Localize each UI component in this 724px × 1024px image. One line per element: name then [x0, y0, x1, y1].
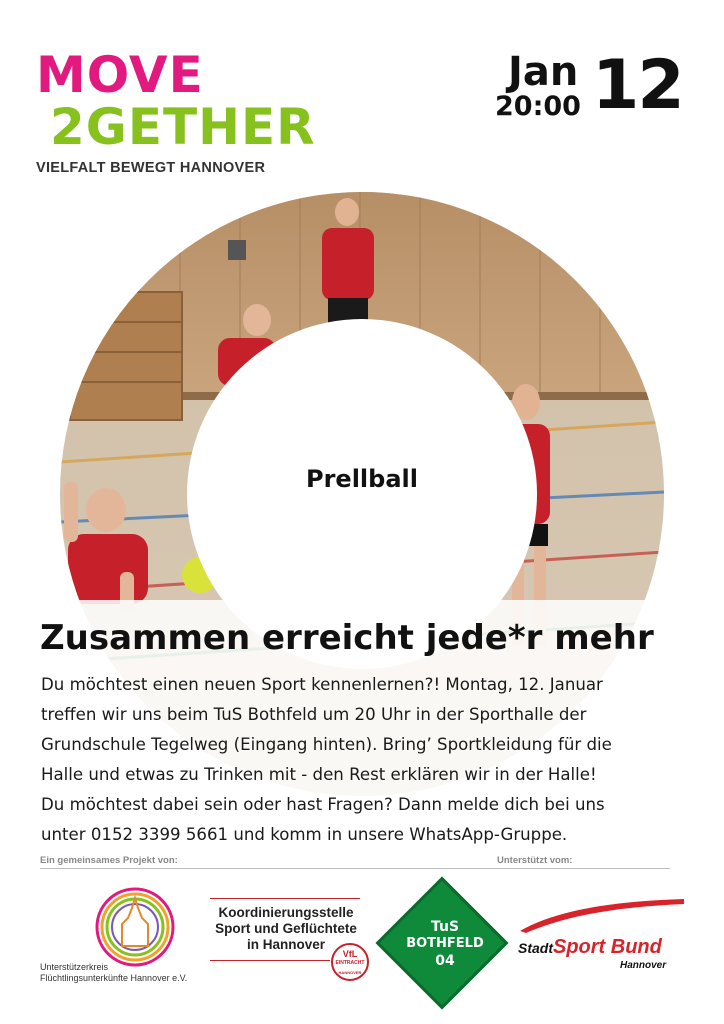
sponsor-name	[518, 936, 662, 959]
description-line: treffen wir uns beim TuS Bothfeld um 20 Uhr in der Sporthalle der	[41, 705, 587, 724]
description-line: Du möchtest dabei sein oder hast Fragen? Dann melde dich bei uns	[41, 795, 605, 814]
date-day: 12	[592, 46, 683, 125]
date-month: Jan	[508, 49, 579, 95]
swoosh-icon	[518, 895, 688, 935]
partner1-line2: Flüchtlingsunterkünfte Hannover e.V.	[40, 973, 188, 983]
vfl-badge-line1: VfL	[342, 949, 358, 959]
sponsor-word1: Stadt	[518, 940, 553, 956]
project-label: Ein gemeinsames Projekt von:	[40, 855, 178, 866]
footer-divider	[40, 868, 670, 869]
koord-line1: Koordinierungsstelle	[218, 905, 354, 920]
logo-2gether: 2GETHER	[50, 98, 316, 156]
logo-move: MOVE	[36, 46, 204, 104]
tus-logo-text	[385, 918, 505, 970]
sponsor-city: Hannover	[620, 960, 667, 971]
vfl-badge-icon	[331, 943, 369, 981]
support-label: Unterstützt vom:	[497, 855, 573, 866]
vfl-badge-line2: EINTRACHT	[335, 960, 365, 966]
description-line: Halle und etwas zu Trinken mit - den Rest erklären wir in der Halle!	[41, 765, 597, 784]
sponsor-word2: Sport Bund	[553, 936, 662, 958]
description-line: Grundschule Tegelweg (Eingang hinten). Bring’ Sportkleidung für die	[41, 735, 612, 754]
description-line: Du möchtest einen neuen Sport kennenlernen?! Montag, 12. Januar	[41, 675, 603, 694]
partner1-line1: Unterstützerkreis	[40, 962, 109, 972]
description	[41, 670, 691, 850]
description-line: unter 0152 3399 5661 und komm in unsere WhatsApp-Gruppe.	[41, 825, 568, 844]
tus-line1: TuS	[430, 919, 460, 935]
sport-name: Prellball	[306, 465, 418, 493]
date-time: 20:00	[495, 91, 581, 122]
tus-line3: 04	[435, 953, 455, 969]
logo-tagline: VIELFALT BEWEGT HANNOVER	[36, 160, 266, 176]
headline: Zusammen erreicht jede*r mehr	[40, 618, 654, 658]
koord-rule-bottom	[210, 960, 330, 961]
koord-line2: Sport und Geflüchtete	[215, 921, 357, 936]
church-logo-icon	[92, 884, 178, 970]
vfl-badge-line3: HANNOVER	[338, 970, 362, 975]
tus-line2: BOTHFELD	[406, 936, 484, 951]
koord-rule-top	[210, 898, 360, 899]
koord-line3: in Hannover	[246, 937, 325, 952]
partner1-name	[40, 962, 187, 984]
